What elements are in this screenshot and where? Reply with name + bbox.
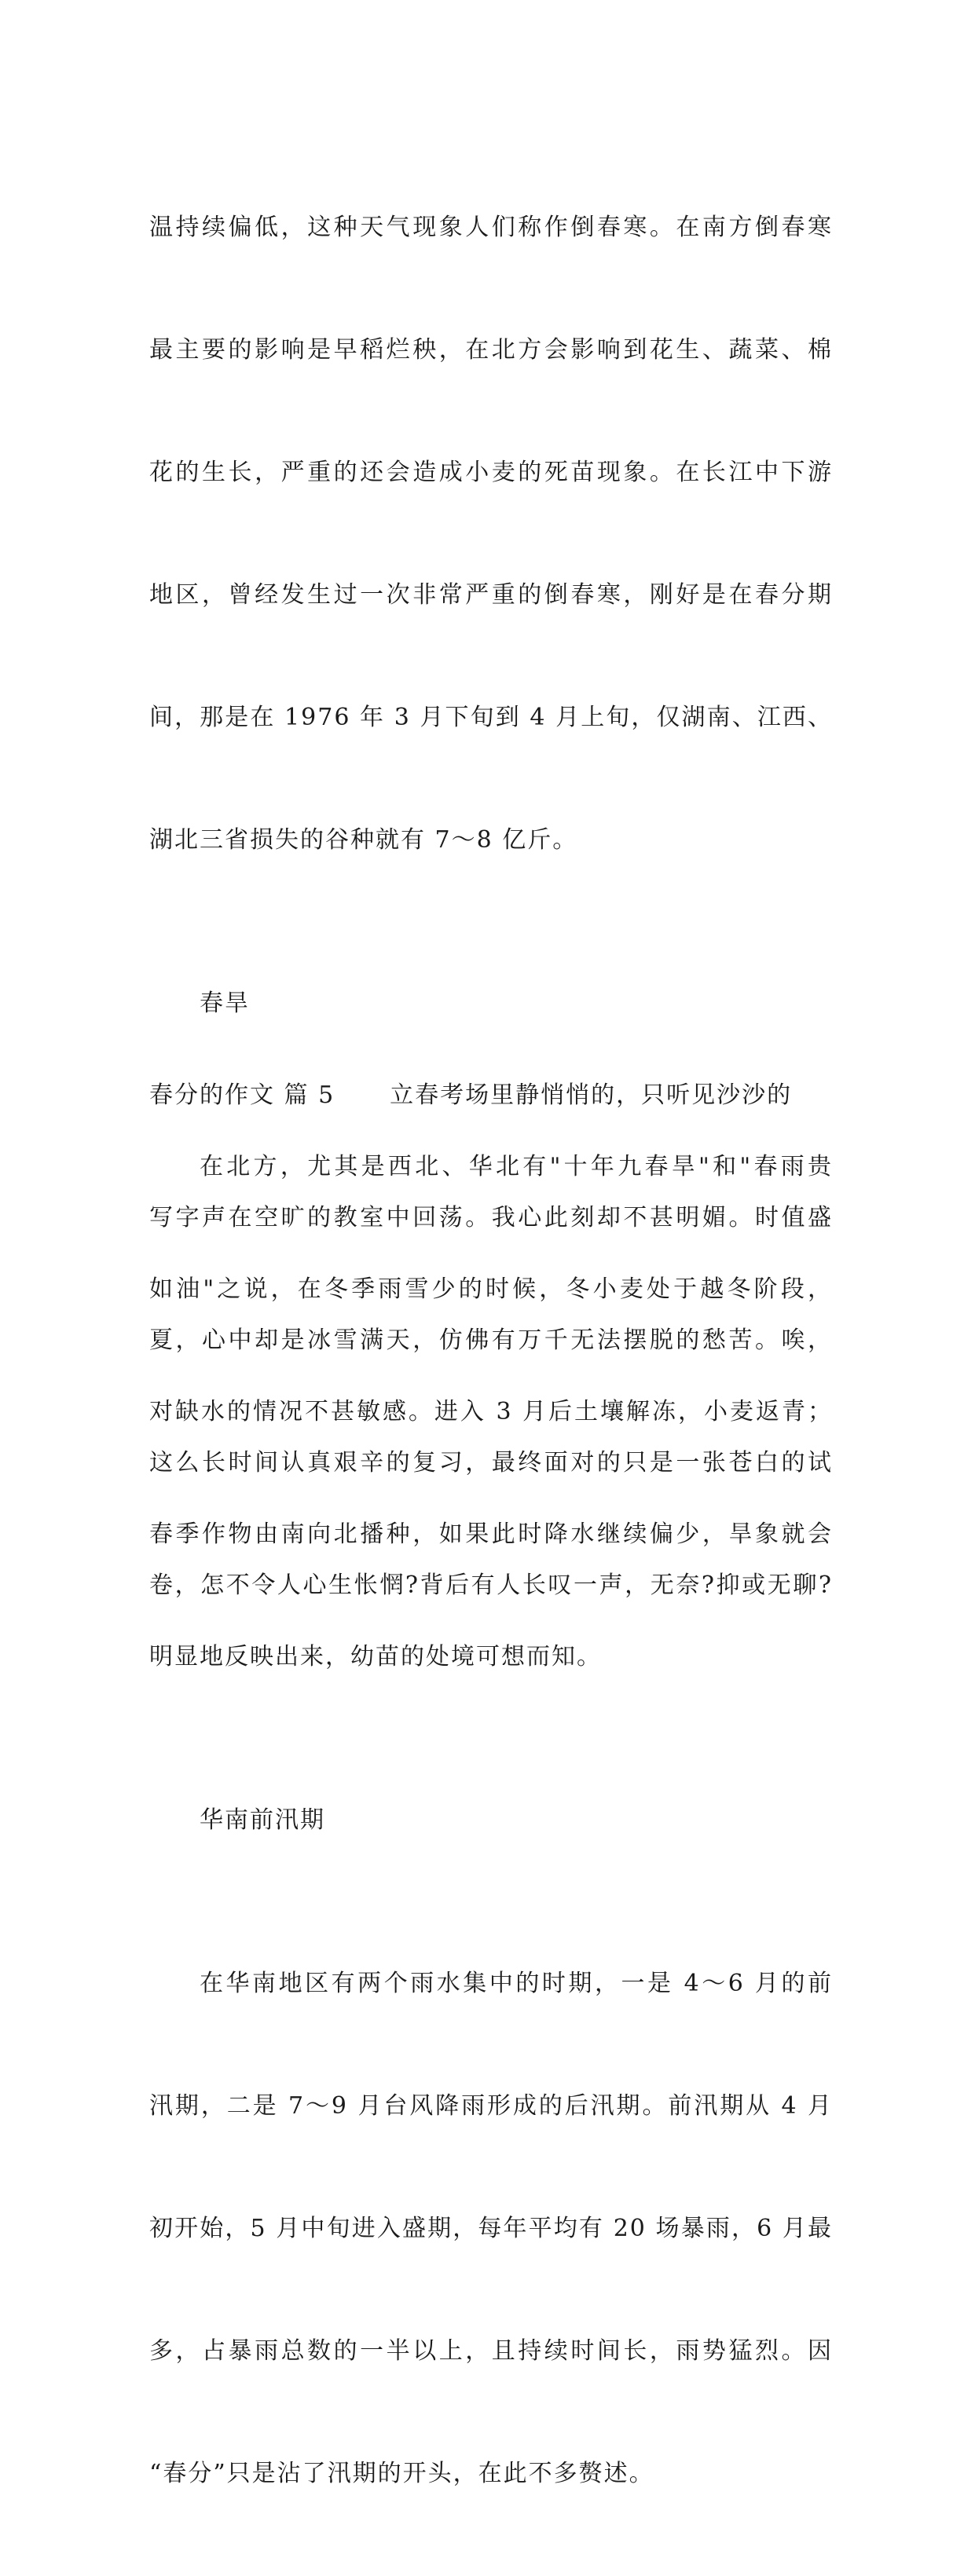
essay-title: 春分的作文 篇 5 bbox=[149, 1081, 335, 1109]
paragraph-line: 写字声在空旷的教室中回荡。我心此刻却不甚明媚。时值盛 bbox=[149, 1204, 833, 1231]
paragraph-line: 如油"之说，在冬季雨雪少的时候，冬小麦处于越冬阶段， bbox=[149, 1275, 833, 1303]
paragraph-line: 明显地反映出来，幼苗的处境可想而知。 bbox=[149, 1643, 602, 1670]
paragraph-line: 初开始，5 月中旬进入盛期，每年平均有 20 场暴雨，6 月最 bbox=[149, 2215, 833, 2242]
paragraph-line: 对缺水的情况不甚敏感。进入 3 月后土壤解冻，小麦返青； bbox=[149, 1398, 833, 1425]
paragraph-line: 这么长时间认真艰辛的复习，最终面对的只是一张苍白的试 bbox=[149, 1449, 833, 1476]
paragraph-line: 汛期，二是 7～9 月台风降雨形成的后汛期。前汛期从 4 月 bbox=[149, 2092, 833, 2120]
paragraph-line: 在华南地区有两个雨水集中的时期，一是 4～6 月的前 bbox=[200, 1970, 833, 1997]
paragraph-line: 多，占暴雨总数的一半以上，且持续时间长，雨势猛烈。因 bbox=[149, 2337, 833, 2365]
paragraph-line: 卷，怎不令人心生怅惘?背后有人长叹一声，无奈?抑或无聊? bbox=[149, 1572, 833, 1599]
paragraph-line: 间，那是在 1976 年 3 月下旬到 4 月上旬，仅湖南、江西、 bbox=[149, 704, 833, 731]
paragraph-line: 春季作物由南向北播种，如果此时降水继续偏少，旱象就会 bbox=[149, 1520, 833, 1548]
section-heading-spring-drought: 春旱 bbox=[200, 990, 250, 1017]
section-heading-flood-season: 华南前汛期 bbox=[200, 1806, 325, 1834]
paragraph-line: 地区，曾经发生过一次非常严重的倒春寒，刚好是在春分期 bbox=[149, 581, 833, 609]
paragraph-line: 在北方，尤其是西北、华北有"十年九春旱"和"春雨贵 bbox=[200, 1153, 833, 1180]
paragraph-line: “春分”只是沾了汛期的开头，在此不多赘述。 bbox=[149, 2460, 654, 2487]
paragraph-line: 湖北三省损失的谷种就有 7～8 亿斤。 bbox=[149, 826, 578, 854]
essay-title-line bbox=[149, 1075, 833, 1116]
paragraph-line: 夏，心中却是冰雪满天，仿佛有万千无法摆脱的愁苦。唉， bbox=[149, 1326, 833, 1354]
paragraph-line: 花的生长，严重的还会造成小麦的死苗现象。在长江中下游 bbox=[149, 459, 833, 486]
paragraph-line: 温持续偏低，这种天气现象人们称作倒春寒。在南方倒春寒 bbox=[149, 214, 833, 241]
text-block-essay-5 bbox=[149, 993, 833, 1688]
essay-first-line: 立春考场里静悄悄的，只听见沙沙的 bbox=[390, 1081, 793, 1109]
paragraph-line: 最主要的影响是早稻烂秧，在北方会影响到花生、蔬菜、棉 bbox=[149, 336, 833, 364]
